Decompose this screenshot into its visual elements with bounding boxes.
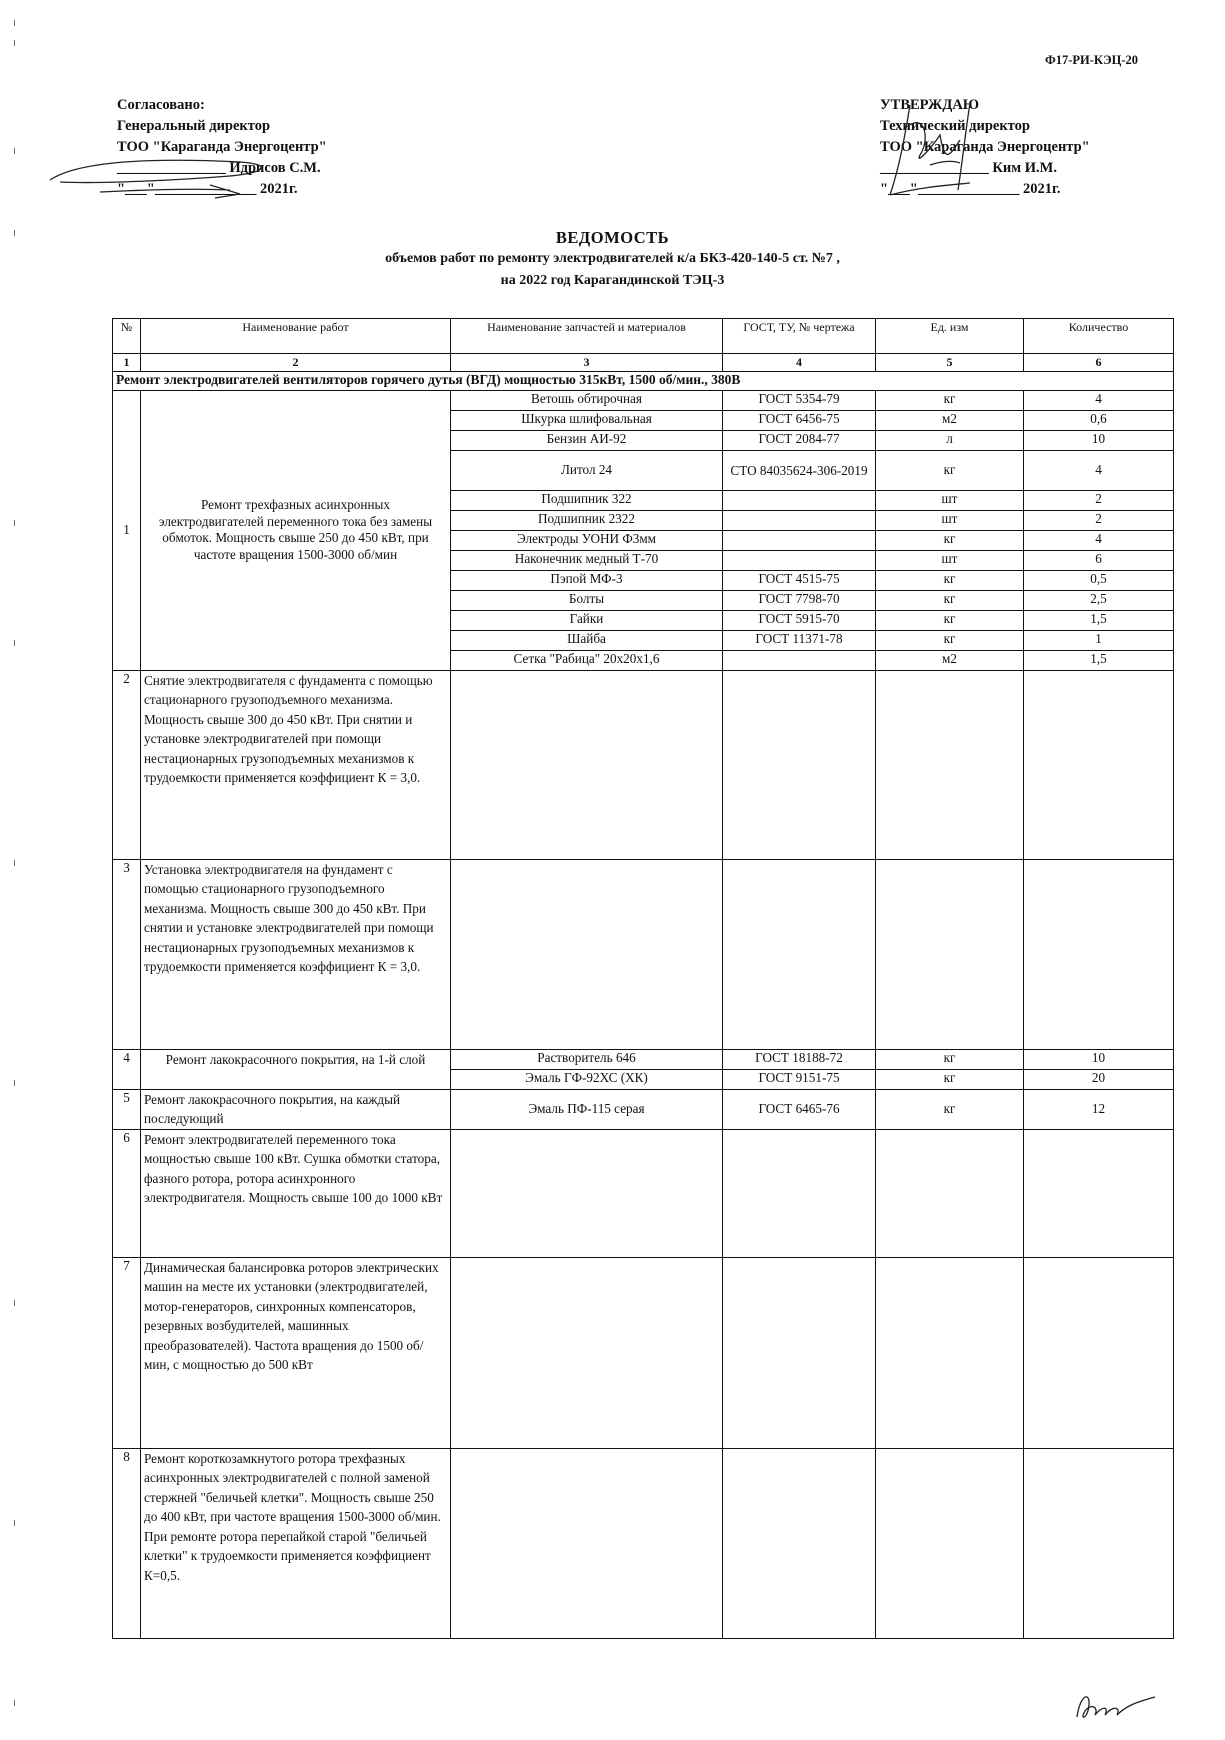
- header-cell: Количество: [1024, 319, 1174, 354]
- material-qty: 10: [1024, 1049, 1174, 1069]
- material-name: Гайки: [451, 610, 723, 630]
- material-qty: 4: [1024, 530, 1174, 550]
- scan-mark: [14, 1520, 15, 1526]
- agreed-signatory: _______________ Идрисов С.М.: [117, 160, 321, 176]
- material-gost: ГОСТ 7798-70: [723, 590, 876, 610]
- material-unit: шт: [876, 550, 1024, 570]
- row-number: 4: [113, 1049, 141, 1089]
- material-qty: 10: [1024, 430, 1174, 450]
- empty-cell: [723, 670, 876, 859]
- column-number: 2: [141, 354, 451, 372]
- document-title: ВЕДОМОСТЬ: [555, 228, 670, 247]
- work-title: Снятие электродвигателя с фундамента с помощью стационарного грузоподъемного механизма. Мощность свыше 300 до 450 кВт. При снятии и установке электродвигателей при помощи нестационарных грузоподъемных механизмов к трудоемкости применяется коэффициент К = 3,0.: [141, 670, 451, 859]
- table-row: [113, 1257, 1174, 1448]
- row-number: 1: [113, 390, 141, 670]
- material-qty: 0,5: [1024, 570, 1174, 590]
- material-name: Растворитель 646: [451, 1049, 723, 1069]
- empty-cell: [876, 670, 1024, 859]
- agreed-date: "___"______________ 2021г.: [117, 181, 298, 197]
- material-qty: 4: [1024, 390, 1174, 410]
- column-number-row: [113, 354, 1174, 372]
- material-name: Шкурка шлифовальная: [451, 410, 723, 430]
- empty-cell: [1024, 1448, 1174, 1638]
- empty-cell: [1024, 1129, 1174, 1257]
- material-qty: 2: [1024, 490, 1174, 510]
- material-name: Наконечник медный Т-70: [451, 550, 723, 570]
- empty-cell: [451, 670, 723, 859]
- material-qty: 20: [1024, 1069, 1174, 1089]
- empty-cell: [876, 859, 1024, 1049]
- material-gost: ГОСТ 11371-78: [723, 630, 876, 650]
- material-unit: шт: [876, 510, 1024, 530]
- material-gost: ГОСТ 2084-77: [723, 430, 876, 450]
- material-gost: ГОСТ 18188-72: [723, 1049, 876, 1069]
- section-title: Ремонт электродвигателей вентиляторов горячего дутья (ВГД) мощностью 315кВт, 1500 об/мин., 380В: [113, 371, 1174, 390]
- material-qty: 2,5: [1024, 590, 1174, 610]
- material-name: Пэпой МФ-3: [451, 570, 723, 590]
- material-gost: [723, 530, 876, 550]
- material-qty: 12: [1024, 1089, 1174, 1129]
- header-cell: ГОСТ, ТУ, № чертежа: [723, 319, 876, 354]
- row-number: 6: [113, 1129, 141, 1257]
- material-unit: л: [876, 430, 1024, 450]
- empty-cell: [1024, 859, 1174, 1049]
- empty-cell: [723, 859, 876, 1049]
- material-qty: 1: [1024, 630, 1174, 650]
- material-gost: [723, 490, 876, 510]
- material-gost: [723, 510, 876, 530]
- column-number: 5: [876, 354, 1024, 372]
- header-cell: Ед. изм: [876, 319, 1024, 354]
- material-unit: кг: [876, 590, 1024, 610]
- column-number: 3: [451, 354, 723, 372]
- approve-heading: УТВЕРЖДАЮ: [880, 97, 980, 113]
- material-gost: ГОСТ 4515-75: [723, 570, 876, 590]
- work-title: Динамическая балансировка роторов электрических машин на месте их установки (электродвигателей, мотор-генераторов, синхронных компенсаторов, резервных возбудителей, машинных преобразователей). Частота вращения до 1500 об/мин, с мощностью до 500 кВт: [141, 1257, 451, 1448]
- table-row: [113, 390, 1174, 410]
- column-number: 4: [723, 354, 876, 372]
- column-number: 1: [113, 354, 141, 372]
- material-gost: ГОСТ 6456-75: [723, 410, 876, 430]
- work-title: Установка электродвигателя на фундамент с помощью стационарного грузоподъемного механизма. Мощность свыше 300 до 450 кВт. При снятии и установке электродвигателей при помощи нестационарных грузоподъемных механизмов к трудоемкости применяется коэффициент К = 3,0.: [141, 859, 451, 1049]
- material-gost: ГОСТ 6465-76: [723, 1089, 876, 1129]
- material-qty: 1,5: [1024, 610, 1174, 630]
- material-name: Эмаль ПФ-115 серая: [451, 1089, 723, 1129]
- material-unit: кг: [876, 390, 1024, 410]
- material-qty: 0,6: [1024, 410, 1174, 430]
- table-row: [113, 1448, 1174, 1638]
- material-qty: 4: [1024, 450, 1174, 490]
- table-row: [113, 859, 1174, 1049]
- empty-cell: [723, 1129, 876, 1257]
- material-unit: кг: [876, 530, 1024, 550]
- row-number: 8: [113, 1448, 141, 1638]
- scan-mark: [14, 860, 15, 866]
- empty-cell: [1024, 670, 1174, 859]
- scan-mark: [14, 148, 15, 154]
- table-row: [113, 1129, 1174, 1257]
- approve-position: Технический директор: [880, 118, 1030, 134]
- document-code: Ф17-РИ-КЭЦ-20: [1045, 53, 1138, 67]
- table-row: [113, 1089, 1174, 1129]
- scan-mark: [14, 1300, 15, 1306]
- material-name: Подшипник 2322: [451, 510, 723, 530]
- material-gost: [723, 550, 876, 570]
- header-cell: №: [113, 319, 141, 354]
- material-unit: кг: [876, 610, 1024, 630]
- material-name: Электроды УОНИ Ф3мм: [451, 530, 723, 550]
- work-title: Ремонт электродвигателей переменного тока мощностью свыше 100 кВт. Сушка обмотки статора, фазного ротора, ротора асинхронного электродвигателя. Мощность свыше 100 до 1000 кВт: [141, 1129, 451, 1257]
- material-gost: ГОСТ 5354-79: [723, 390, 876, 410]
- material-name: Эмаль ГФ-92ХС (ХК): [451, 1069, 723, 1089]
- material-qty: 6: [1024, 550, 1174, 570]
- table-row: [113, 1049, 1174, 1069]
- row-number: 3: [113, 859, 141, 1049]
- material-name: Ветошь обтирочная: [451, 390, 723, 410]
- empty-cell: [451, 1448, 723, 1638]
- material-unit: шт: [876, 490, 1024, 510]
- agreed-heading: Согласовано:: [117, 97, 205, 113]
- work-title: [141, 390, 451, 670]
- material-unit: кг: [876, 1049, 1024, 1069]
- empty-cell: [723, 1257, 876, 1448]
- material-gost: СТО 84035624-306-2019: [723, 450, 876, 490]
- empty-cell: [1024, 1257, 1174, 1448]
- work-title-text: Ремонт трехфазных асинхронных электродвигателей переменного тока без замены обмоток. Мощность свыше 250 до 450 кВт, при частоте вращения 1500-3000 об/мин: [158, 497, 433, 562]
- row-number: 2: [113, 670, 141, 859]
- approve-date: "___"______________ 2021г.: [880, 181, 1061, 197]
- empty-cell: [451, 1257, 723, 1448]
- material-gost: [723, 650, 876, 670]
- material-qty: 1,5: [1024, 650, 1174, 670]
- empty-cell: [876, 1129, 1024, 1257]
- scan-mark: [14, 520, 15, 526]
- table-row: [113, 670, 1174, 859]
- material-unit: кг: [876, 1069, 1024, 1089]
- empty-cell: [876, 1257, 1024, 1448]
- material-unit: кг: [876, 570, 1024, 590]
- scan-mark: [14, 1700, 15, 1706]
- scan-mark: [14, 1080, 15, 1086]
- signature-left: [40, 150, 280, 205]
- agreed-position: Генеральный директор: [117, 118, 271, 134]
- material-qty: 2: [1024, 510, 1174, 530]
- material-unit: кг: [876, 1089, 1024, 1129]
- agreed-company: ТОО "Караганда Энергоцентр": [117, 139, 327, 155]
- row-number: 7: [113, 1257, 141, 1448]
- material-name: Болты: [451, 590, 723, 610]
- material-unit: кг: [876, 450, 1024, 490]
- material-name: Подшипник 322: [451, 490, 723, 510]
- section-row: [113, 371, 1174, 390]
- material-gost: ГОСТ 9151-75: [723, 1069, 876, 1089]
- scan-mark: [14, 40, 15, 46]
- empty-cell: [451, 859, 723, 1049]
- material-name: Литол 24: [451, 450, 723, 490]
- header-cell: Наименование работ: [141, 319, 451, 354]
- works-table: [112, 318, 1174, 1639]
- material-unit: кг: [876, 630, 1024, 650]
- initials-signature: [1065, 1685, 1175, 1730]
- work-title: Ремонт короткозамкнутого ротора трехфазных асинхронных электродвигателей с полной заменой стержней "беличьей клетки". Мощность свыше 250 до 400 кВт, при частоте вращения 1500-3000 об/мин. При ремонте ротора перепайкой старой "беличьей клетки" к трудоемкости применяется коэффициент К=0,5.: [141, 1448, 451, 1638]
- header-cell: Наименование запчастей и материалов: [451, 319, 723, 354]
- empty-cell: [451, 1129, 723, 1257]
- document-subtitle-year: на 2022 год Карагандинской ТЭЦ-3: [500, 273, 725, 288]
- document-subtitle: объемов работ по ремонту электродвигателей к/а БКЗ-420-140-5 ст. №7 ,: [385, 251, 840, 266]
- material-name: Сетка "Рабица" 20х20х1,6: [451, 650, 723, 670]
- material-gost: ГОСТ 5915-70: [723, 610, 876, 630]
- work-title: Ремонт лакокрасочного покрытия, на каждый последующий: [141, 1089, 451, 1129]
- material-unit: м2: [876, 650, 1024, 670]
- table-header-row: [113, 319, 1174, 354]
- approve-signatory: _______________ Ким И.М.: [880, 160, 1057, 176]
- row-number: 5: [113, 1089, 141, 1129]
- column-number: 6: [1024, 354, 1174, 372]
- material-name: Шайба: [451, 630, 723, 650]
- material-unit: м2: [876, 410, 1024, 430]
- signature-right: [870, 95, 1040, 210]
- material-name: Бензин АИ-92: [451, 430, 723, 450]
- work-title: Ремонт лакокрасочного покрытия, на 1-й слой: [141, 1049, 451, 1089]
- scan-mark: [14, 20, 15, 26]
- empty-cell: [723, 1448, 876, 1638]
- empty-cell: [876, 1448, 1024, 1638]
- approve-company: ТОО "Караганда Энергоцентр": [880, 139, 1090, 155]
- scan-mark: [14, 640, 15, 646]
